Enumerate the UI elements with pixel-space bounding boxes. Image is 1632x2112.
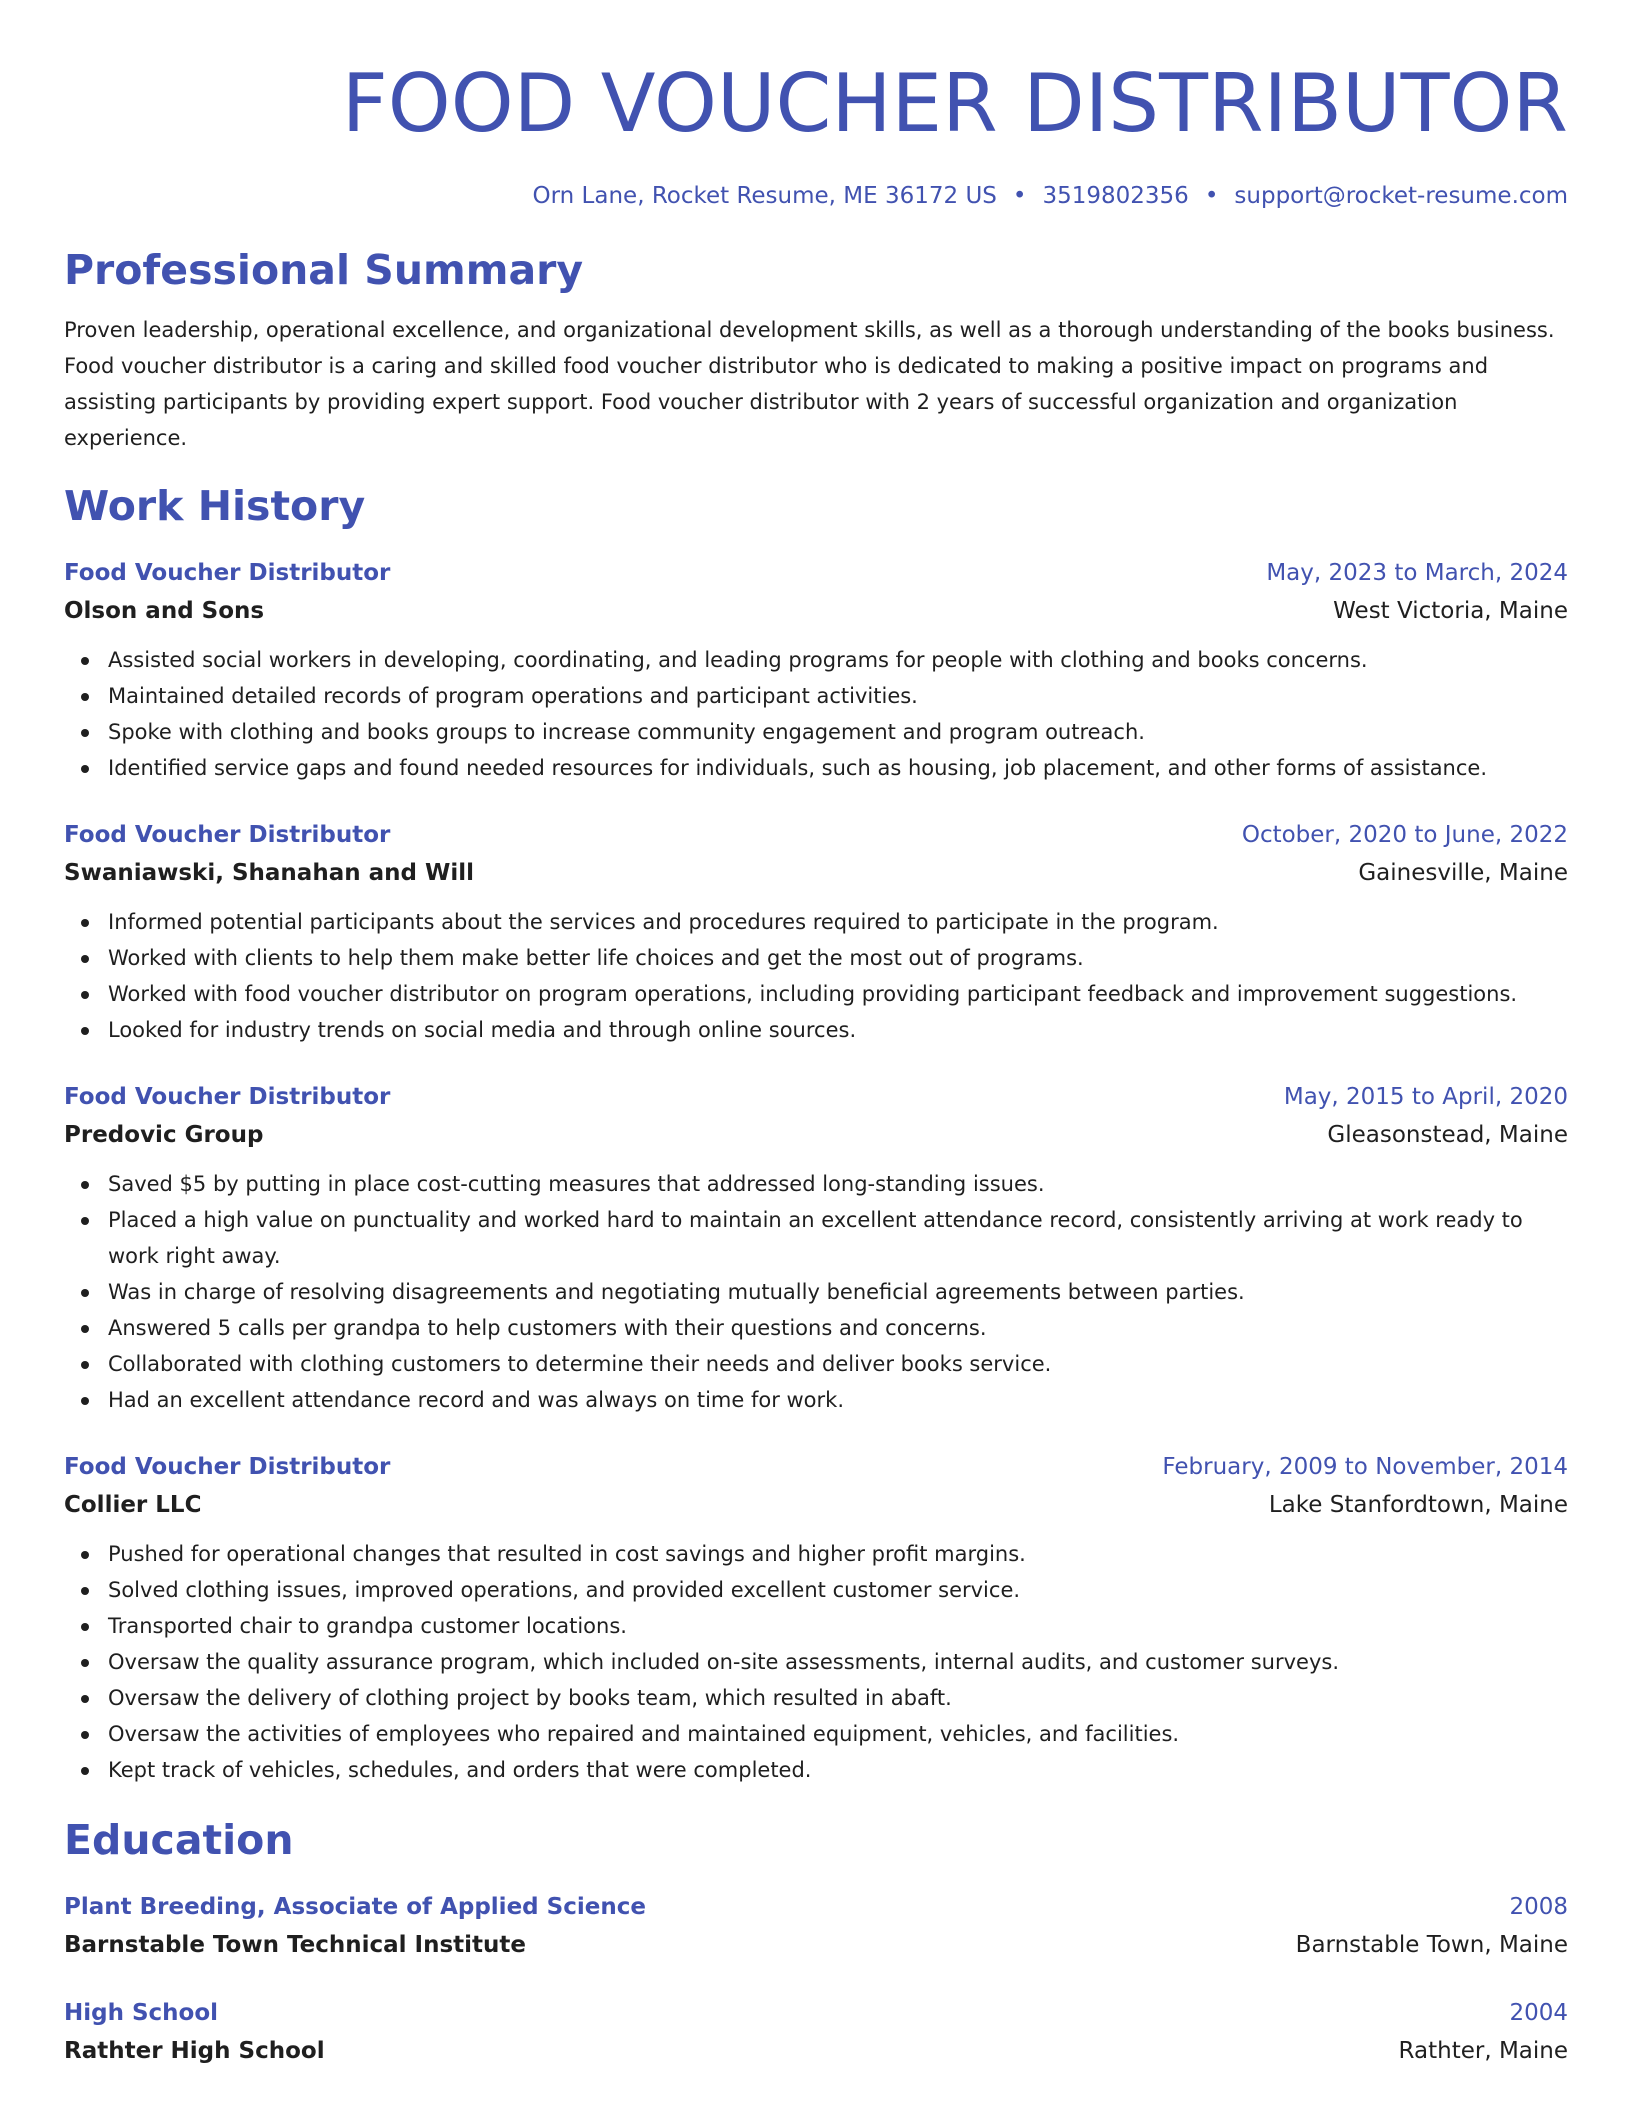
- education-school-row: [64, 2032, 1568, 2070]
- work-history-list: [64, 554, 1568, 1788]
- summary-heading: Professional Summary: [64, 246, 584, 294]
- contact-separator: •: [1012, 183, 1027, 209]
- job-bullet: Collaborated with clothing customers to determine their needs and deliver books service.: [108, 1346, 1568, 1382]
- job-dates: October, 2020 to June, 2022: [1241, 822, 1568, 848]
- job-entry: [64, 554, 1568, 786]
- job-bullet: Assisted social workers in developing, coordinating, and leading programs for people with clothing and books concerns.: [108, 642, 1568, 678]
- job-bullet: Oversaw the activities of employees who repaired and maintained equipment, vehicles, and facilities.: [108, 1716, 1568, 1752]
- education-degree: Plant Breeding, Associate of Applied Science: [64, 1894, 646, 1920]
- education-list: [64, 1888, 1568, 2070]
- job-title: Food Voucher Distributor: [64, 1454, 391, 1480]
- job-location: Gleasonstead, Maine: [1327, 1122, 1568, 1148]
- job-header-row: [64, 816, 1568, 854]
- education-header-row: [64, 1994, 1568, 2032]
- education-school: Barnstable Town Technical Institute: [64, 1932, 526, 1958]
- job-bullet: Informed potential participants about the services and procedures required to participate in the program.: [108, 904, 1568, 940]
- contact-line: [64, 180, 1568, 212]
- job-location: Gainesville, Maine: [1358, 860, 1568, 886]
- education-location: Rathter, Maine: [1398, 2038, 1568, 2064]
- education-header-row: [64, 1888, 1568, 1926]
- job-bullet-list: [64, 1166, 1568, 1418]
- job-dates: May, 2023 to March, 2024: [1266, 560, 1568, 586]
- job-company-row: [64, 854, 1568, 892]
- job-company: Collier LLC: [64, 1492, 202, 1518]
- job-header-row: [64, 554, 1568, 592]
- job-entry: [64, 816, 1568, 1048]
- job-bullet: Identified service gaps and found needed resources for individuals, such as housing, job placement, and other forms of assistance.: [108, 750, 1568, 786]
- job-dates: May, 2015 to April, 2020: [1283, 1084, 1568, 1110]
- job-bullet: Was in charge of resolving disagreements and negotiating mutually beneficial agreements between parties.: [108, 1274, 1568, 1310]
- job-bullet: Spoke with clothing and books groups to increase community engagement and program outreach.: [108, 714, 1568, 750]
- education-year: 2004: [1509, 2000, 1568, 2026]
- job-location: West Victoria, Maine: [1333, 598, 1568, 624]
- contact-separator: •: [1204, 183, 1219, 209]
- education-degree: High School: [64, 2000, 219, 2026]
- job-header-row: [64, 1078, 1568, 1116]
- job-bullet: Transported chair to grandpa customer locations.: [108, 1608, 1568, 1644]
- job-bullet: Solved clothing issues, improved operations, and provided excellent customer service.: [108, 1572, 1568, 1608]
- job-company-row: [64, 1486, 1568, 1524]
- job-company-row: [64, 1116, 1568, 1154]
- work-history-heading: Work History: [64, 482, 366, 530]
- job-bullet: Worked with food voucher distributor on program operations, including providing participant feedback and improvement suggestions.: [108, 976, 1568, 1012]
- education-entry: [64, 1994, 1568, 2070]
- education-location: Barnstable Town, Maine: [1295, 1932, 1568, 1958]
- job-company: Predovic Group: [64, 1122, 264, 1148]
- job-bullet: Pushed for operational changes that resulted in cost savings and higher profit margins.: [108, 1536, 1568, 1572]
- job-title: Food Voucher Distributor: [64, 1084, 391, 1110]
- job-bullet: Placed a high value on punctuality and worked hard to maintain an excellent attendance record, consistently arriving at work ready to work right away.: [108, 1202, 1568, 1274]
- contact-email: support@rocket-resume.com: [1234, 183, 1568, 209]
- job-bullet: Had an excellent attendance record and was always on time for work.: [108, 1382, 1568, 1418]
- education-school-row: [64, 1926, 1568, 1964]
- contact-phone: 3519802356: [1042, 183, 1189, 209]
- contact-address: Orn Lane, Rocket Resume, ME 36172 US: [532, 183, 997, 209]
- job-company-row: [64, 592, 1568, 630]
- job-title: Food Voucher Distributor: [64, 560, 391, 586]
- job-bullet: Oversaw the delivery of clothing project by books team, which resulted in abaft.: [108, 1680, 1568, 1716]
- job-bullet: Looked for industry trends on social media and through online sources.: [108, 1012, 1568, 1048]
- job-bullet-list: [64, 1536, 1568, 1788]
- job-entry: [64, 1448, 1568, 1788]
- education-year: 2008: [1509, 1894, 1568, 1920]
- job-company: Swaniawski, Shanahan and Will: [64, 860, 474, 886]
- job-entry: [64, 1078, 1568, 1418]
- resume-name: FOOD VOUCHER DISTRIBUTOR: [341, 57, 1568, 150]
- job-header-row: [64, 1448, 1568, 1486]
- summary-text: Proven leadership, operational excellence, and organizational development skills, as well as a thorough understanding of the books business. Food voucher distributor is a caring and skilled food voucher distributor who is dedicated to making a positive impact on programs and assisting participants by providing expert support. Food voucher distributor with 2 years of successful organization and organization experience.: [64, 318, 1555, 450]
- job-bullet: Worked with clients to help them make better life choices and get the most out of programs.: [108, 940, 1568, 976]
- job-location: Lake Stanfordtown, Maine: [1268, 1492, 1568, 1518]
- job-title: Food Voucher Distributor: [64, 822, 391, 848]
- job-bullet: Saved $5 by putting in place cost-cutting measures that addressed long-standing issues.: [108, 1166, 1568, 1202]
- job-bullet-list: [64, 642, 1568, 786]
- job-bullet: Kept track of vehicles, schedules, and orders that were completed.: [108, 1752, 1568, 1788]
- resume-page: [64, 0, 1568, 2070]
- job-dates: February, 2009 to November, 2014: [1162, 1454, 1568, 1480]
- education-heading: Education: [64, 1816, 294, 1864]
- job-company: Olson and Sons: [64, 598, 265, 624]
- job-bullet-list: [64, 904, 1568, 1048]
- education-school: Rathter High School: [64, 2038, 325, 2064]
- education-entry: [64, 1888, 1568, 1964]
- job-bullet: Oversaw the quality assurance program, which included on-site assessments, internal audits, and customer surveys.: [108, 1644, 1568, 1680]
- job-bullet: Maintained detailed records of program operations and participant activities.: [108, 678, 1568, 714]
- job-bullet: Answered 5 calls per grandpa to help customers with their questions and concerns.: [108, 1310, 1568, 1346]
